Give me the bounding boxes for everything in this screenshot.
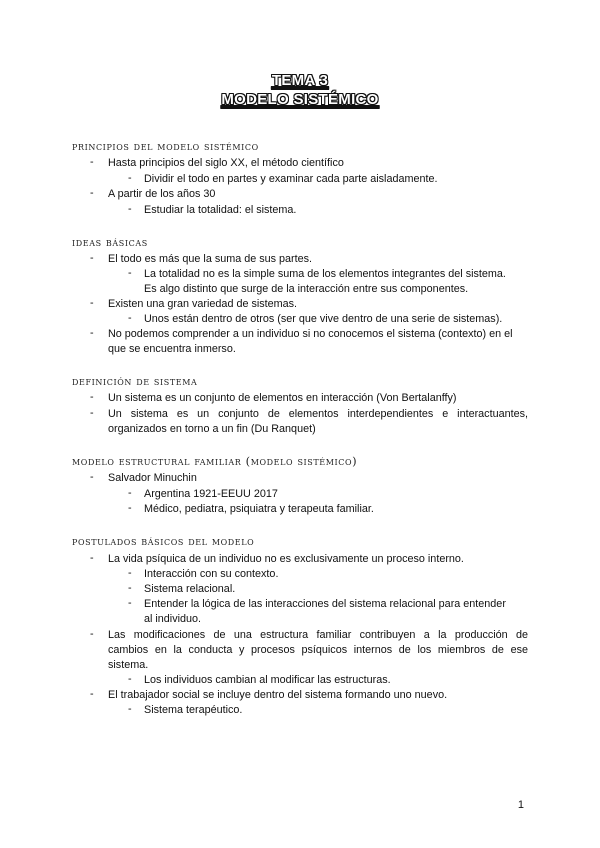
list-item: Existen una gran variedad de sistemas. [108,298,298,310]
bullet-dash: - [128,267,132,279]
list-item: La totalidad no es la simple suma de los elementos integrantes del sistema. [144,268,506,280]
list-item: Dividir el todo en partes y examinar cada parte aisladamente. [144,173,438,185]
bullet-dash: - [90,187,94,199]
bullet-dash: - [128,597,132,609]
list-item: Entender la lógica de las interacciones del sistema relacional para entender [144,598,506,610]
bullet-dash: - [128,312,132,324]
list-item-continuation: que se encuentra inmerso. [108,343,236,355]
section-heading-principios: principios del modelo sistémico [72,139,259,153]
list-item: Un sistema es un conjunto de elementos en interacción (Von Bertalanffy) [108,392,457,404]
section-heading-definicion: definición de sistema [72,374,198,388]
list-item: Salvador Minuchin [108,472,197,484]
list-item: Estudiar la totalidad: el sistema. [144,204,297,216]
page-title-line-1: TEMA 3 [271,72,329,89]
list-item-continuation: Es algo distinto que surge de la interacción entre sus componentes. [144,283,469,295]
bullet-dash: - [128,487,132,499]
bullet-dash: - [90,471,94,483]
bullet-dash: - [128,172,132,184]
bullet-dash: - [90,552,94,564]
bullet-dash: - [128,673,132,685]
bullet-dash: - [90,628,94,640]
bullet-dash: - [128,582,132,594]
list-item: Médico, pediatra, psiquiatra y terapeuta familiar. [144,503,374,515]
list-item: Los individuos cambian al modificar las estructuras. [144,674,391,686]
list-item: No podemos comprender a un individuo si no conocemos el sistema (contexto) en el [108,328,513,340]
section-heading-postulados: postulados básicos del modelo [72,534,255,548]
bullet-dash: - [128,703,132,715]
list-item: Sistema terapéutico. [144,704,243,716]
list-item: Sistema relacional. [144,583,236,595]
bullet-dash: - [90,391,94,403]
bullet-dash: - [90,297,94,309]
list-item-continuation: organizados en torno a un fin (Du Ranquet) [108,423,316,435]
list-item: Unos están dentro de otros (ser que vive dentro de una serie de sistemas). [144,313,503,325]
bullet-dash: - [128,567,132,579]
section-heading-modelo-estructural: modelo estructural familiar (modelo sistémico) [72,454,358,468]
list-item: Las modificaciones de una estructura familiar contribuyen a la producción de [108,629,528,641]
page-title-line-2: MODELO SISTÉMICO [221,91,379,108]
list-item: El trabajador social se incluye dentro del sistema formando uno nuevo. [108,689,448,701]
list-item-continuation: cambios en la conducta y procesos psíquicos internos de los miembros de ese [108,644,528,656]
list-item: La vida psíquica de un individuo no es exclusivamente un proceso interno. [108,553,464,565]
list-item: El todo es más que la suma de sus partes. [108,253,313,265]
list-item: Hasta principios del siglo XX, el método científico [108,157,344,169]
list-item: Interacción con su contexto. [144,568,279,580]
bullet-dash: - [128,203,132,215]
bullet-dash: - [90,252,94,264]
bullet-dash: - [90,688,94,700]
list-item-continuation: al individuo. [144,613,202,625]
bullet-dash: - [90,407,94,419]
list-item-continuation: sistema. [108,659,149,671]
bullet-dash: - [128,502,132,514]
bullet-dash: - [90,327,94,339]
list-item: A partir de los años 30 [108,188,216,200]
page-number: 1 [517,799,524,811]
list-item: Un sistema es un conjunto de elementos interdependientes e interactuantes, [108,408,528,420]
section-heading-ideas: ideas básicas [72,235,148,249]
list-item: Argentina 1921-EEUU 2017 [144,488,278,500]
bullet-dash: - [90,156,94,168]
